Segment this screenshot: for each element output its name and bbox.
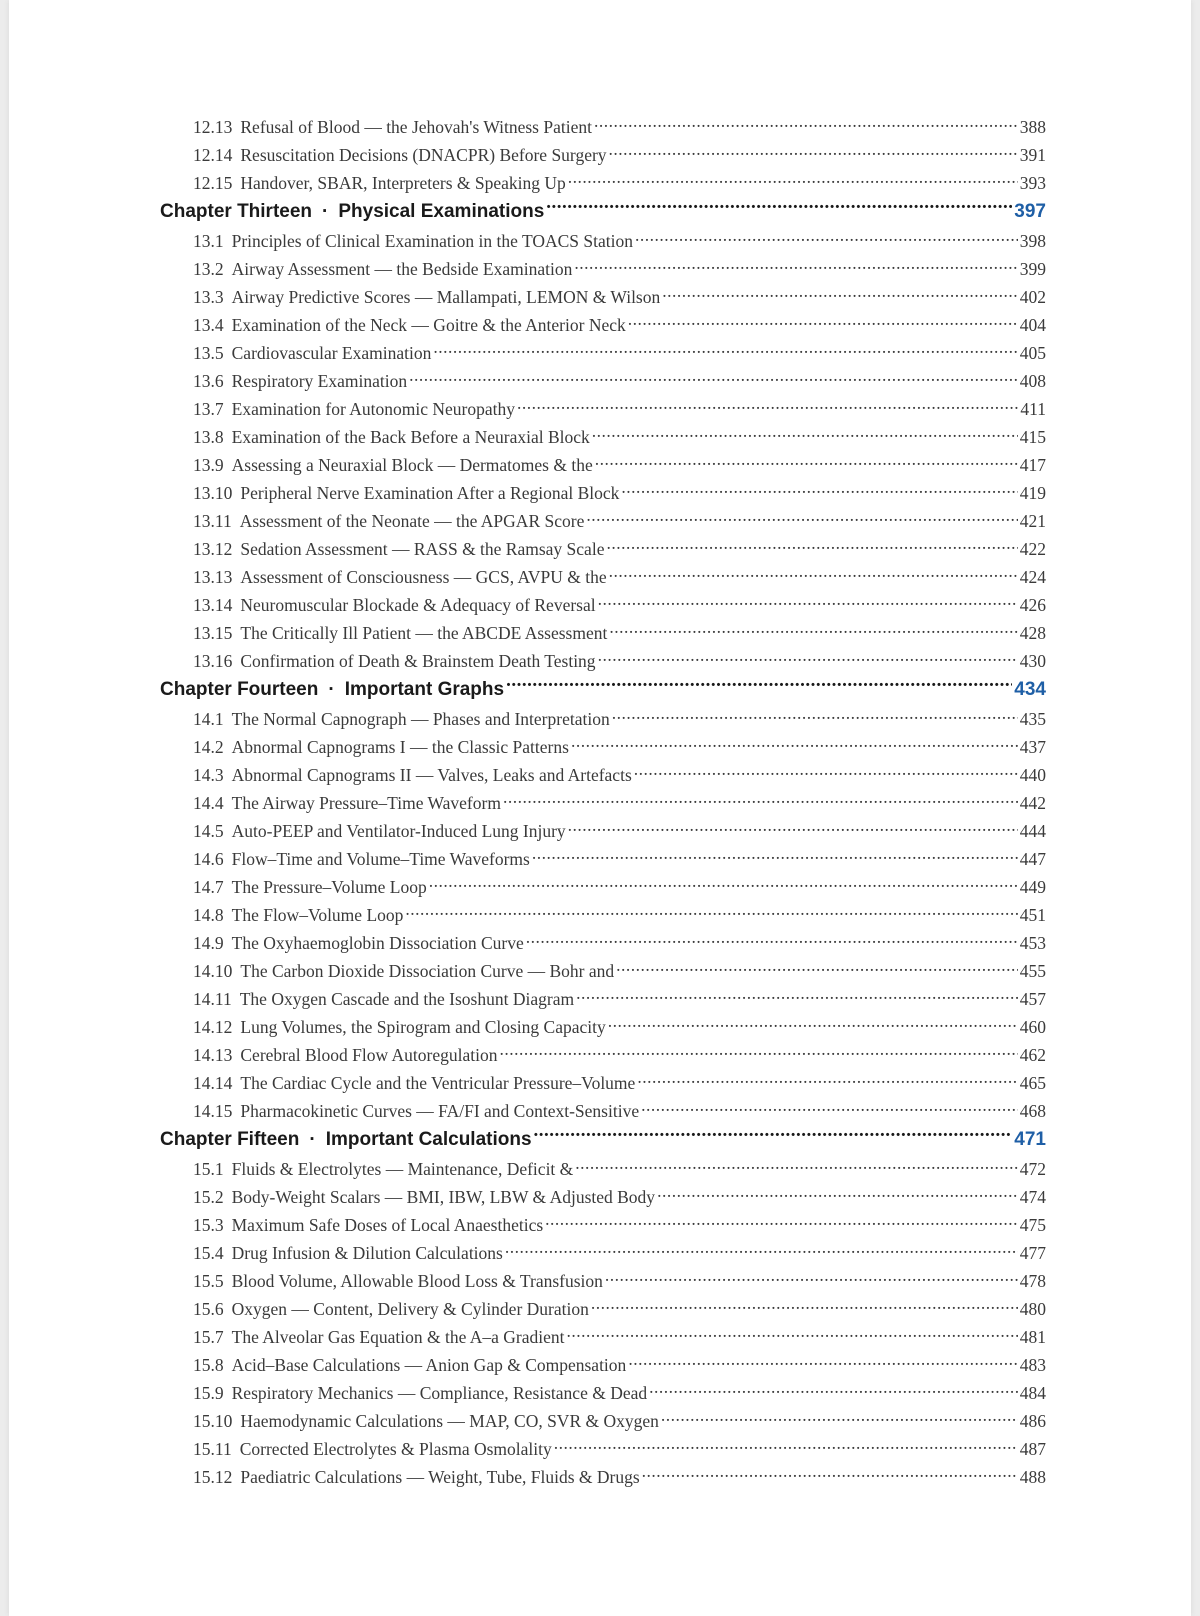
section-number: 15.9 [193, 1383, 224, 1403]
dot-leader [574, 258, 1017, 276]
section-number: 14.4 [193, 793, 224, 813]
toc-entry[interactable] [160, 227, 1046, 255]
toc-entry[interactable] [160, 451, 1046, 479]
section-number: 14.14 [193, 1073, 233, 1093]
section-title: Confirmation of Death & Brainstem Death Testing [240, 651, 596, 671]
table-of-contents [160, 113, 1046, 1491]
chapter-label: Chapter Thirteen [160, 201, 313, 222]
section-title: Neuromuscular Blockade & Adequacy of Reversal [240, 595, 596, 615]
section-number: 13.1 [193, 231, 224, 251]
section-page-number: 430 [1019, 651, 1046, 671]
section-page-number: 440 [1019, 765, 1046, 785]
toc-entry[interactable] [160, 1295, 1046, 1323]
section-title: Lung Volumes, the Spirogram and Closing Capacity [240, 1017, 606, 1037]
toc-entry[interactable] [160, 619, 1046, 647]
toc-entry[interactable] [160, 1155, 1046, 1183]
section-title: The Critically Ill Patient — the ABCDE Assessment [240, 623, 608, 643]
section-page-number: 451 [1019, 905, 1046, 925]
section-title: Paediatric Calculations — Weight, Tube, Fluids & Drugs [240, 1467, 640, 1487]
section-page-number: 442 [1019, 793, 1046, 813]
section-title: Assessing a Neuraxial Block — Dermatomes & the [231, 455, 593, 475]
section-number: 14.10 [193, 961, 233, 981]
section-title: Refusal of Blood — the Jehovah's Witness Patient [240, 117, 592, 137]
toc-entry[interactable] [160, 789, 1046, 817]
toc-entry[interactable] [160, 1097, 1046, 1125]
dot-leader [554, 1438, 1018, 1456]
section-number: 13.15 [193, 623, 233, 643]
section-title: Corrected Electrolytes & Plasma Osmolality [239, 1439, 552, 1459]
section-page-number: 465 [1019, 1073, 1046, 1093]
section-number: 12.13 [193, 117, 233, 137]
section-number: 14.12 [193, 1017, 233, 1037]
section-title: Body-Weight Scalars — BMI, IBW, LBW & Adjusted Body [231, 1187, 656, 1207]
document-page [9, 0, 1191, 1616]
section-page-number: 486 [1019, 1411, 1046, 1431]
dot-leader [586, 510, 1017, 528]
section-number: 14.6 [193, 849, 224, 869]
section-number: 15.8 [193, 1355, 224, 1375]
section-title: Oxygen — Content, Delivery & Cylinder Duration [231, 1299, 589, 1319]
section-page-number: 424 [1019, 567, 1046, 587]
section-title: The Flow–Volume Loop [231, 905, 404, 925]
section-title: The Oxygen Cascade and the Isoshunt Diagram [239, 989, 575, 1009]
section-title: The Normal Capnograph — Phases and Interpretation [231, 709, 610, 729]
section-page-number: 488 [1019, 1467, 1046, 1487]
toc-entry[interactable] [160, 395, 1046, 423]
toc-entry[interactable] [160, 339, 1046, 367]
dot-leader [546, 198, 1012, 217]
toc-entry[interactable] [160, 985, 1046, 1013]
section-number: 12.15 [193, 173, 233, 193]
section-title: Abnormal Capnograms I — the Classic Patterns [231, 737, 569, 757]
section-title: Airway Predictive Scores — Mallampati, LEMON & Wilson [231, 287, 661, 307]
section-title: Flow–Time and Volume–Time Waveforms [231, 849, 530, 869]
toc-entry[interactable] [160, 901, 1046, 929]
section-page-number: 437 [1019, 737, 1046, 757]
section-page-number: 435 [1019, 709, 1046, 729]
section-page-number: 475 [1019, 1215, 1046, 1235]
section-page-number: 405 [1019, 343, 1046, 363]
section-page-number: 402 [1019, 287, 1046, 307]
dot-leader [534, 1126, 1013, 1145]
toc-entry[interactable] [160, 1407, 1046, 1435]
chapter-title: Important Graphs [344, 679, 505, 700]
section-number: 13.12 [193, 539, 233, 559]
chapter-label: Chapter Fifteen [160, 1129, 300, 1150]
section-page-number: 411 [1020, 399, 1046, 419]
toc-entry[interactable] [160, 1183, 1046, 1211]
chapter-label: Chapter Fourteen [160, 679, 319, 700]
toc-chapter-heading[interactable] [160, 197, 1046, 227]
section-number: 13.3 [193, 287, 224, 307]
dot-leader [642, 1466, 1018, 1484]
section-page-number: 474 [1019, 1187, 1046, 1207]
section-title: Pharmacokinetic Curves — FA/FI and Context-Sensitive [240, 1101, 640, 1121]
dot-leader [500, 1044, 1018, 1062]
toc-entry[interactable] [160, 255, 1046, 283]
section-number: 14.1 [193, 709, 224, 729]
toc-entry[interactable] [160, 761, 1046, 789]
toc-entry[interactable] [160, 733, 1046, 761]
dot-leader [568, 820, 1018, 838]
section-page-number: 460 [1019, 1017, 1046, 1037]
dot-leader [571, 736, 1018, 754]
section-page-number: 447 [1019, 849, 1046, 869]
section-page-number: 449 [1019, 877, 1046, 897]
section-title: Respiratory Examination [231, 371, 408, 391]
dot-leader [606, 538, 1017, 556]
dot-leader [429, 876, 1018, 894]
dot-leader [591, 1298, 1018, 1316]
toc-entry[interactable] [160, 1069, 1046, 1097]
section-title: The Alveolar Gas Equation & the A–a Gradient [231, 1327, 565, 1347]
dot-leader [609, 622, 1017, 640]
toc-entry[interactable] [160, 1211, 1046, 1239]
dot-leader [595, 454, 1018, 472]
toc-entry[interactable] [160, 1379, 1046, 1407]
section-number: 12.14 [193, 145, 233, 165]
chapter-page-number: 397 [1014, 201, 1046, 222]
section-page-number: 415 [1019, 427, 1046, 447]
dot-leader [545, 1214, 1018, 1232]
section-title: Blood Volume, Allowable Blood Loss & Transfusion [231, 1271, 603, 1291]
section-page-number: 444 [1019, 821, 1046, 841]
section-page-number: 428 [1019, 623, 1046, 643]
section-number: 15.1 [193, 1159, 224, 1179]
dot-leader [409, 370, 1018, 388]
chapter-page-number: 434 [1014, 679, 1046, 700]
section-number: 15.4 [193, 1243, 224, 1263]
dot-leader [635, 230, 1018, 248]
dot-leader [661, 1410, 1018, 1428]
dot-leader [634, 764, 1018, 782]
section-number: 13.14 [193, 595, 233, 615]
dot-leader [526, 932, 1018, 950]
section-page-number: 408 [1019, 371, 1046, 391]
dot-leader [612, 708, 1018, 726]
dot-leader [503, 792, 1018, 810]
section-page-number: 455 [1019, 961, 1046, 981]
dot-leader [608, 1016, 1018, 1034]
section-number: 13.13 [193, 567, 233, 587]
dot-leader [517, 398, 1018, 416]
section-title: Maximum Safe Doses of Local Anaesthetics [231, 1215, 544, 1235]
section-number: 14.7 [193, 877, 224, 897]
section-page-number: 421 [1019, 511, 1046, 531]
section-title: The Cardiac Cycle and the Ventricular Pressure–Volume [240, 1073, 636, 1093]
dot-leader [605, 1270, 1018, 1288]
section-title: Assessment of Consciousness — GCS, AVPU & the [240, 567, 607, 587]
toc-entry[interactable] [160, 169, 1046, 197]
section-number: 13.9 [193, 455, 224, 475]
section-page-number: 417 [1019, 455, 1046, 475]
section-title: Cardiovascular Examination [231, 343, 432, 363]
dot-leader [598, 594, 1018, 612]
section-title: Drug Infusion & Dilution Calculations [231, 1243, 503, 1263]
toc-entry[interactable] [160, 845, 1046, 873]
section-number: 13.16 [193, 651, 233, 671]
section-number: 15.12 [193, 1467, 233, 1487]
section-page-number: 478 [1019, 1271, 1046, 1291]
section-page-number: 484 [1019, 1383, 1046, 1403]
section-number: 15.10 [193, 1411, 233, 1431]
toc-entry[interactable] [160, 1041, 1046, 1069]
dot-leader [657, 1186, 1018, 1204]
section-page-number: 477 [1019, 1243, 1046, 1263]
dot-leader [598, 650, 1018, 668]
section-title: Examination for Autonomic Neuropathy [231, 399, 515, 419]
section-number: 14.8 [193, 905, 224, 925]
toc-entry[interactable] [160, 1463, 1046, 1491]
section-page-number: 483 [1019, 1355, 1046, 1375]
section-page-number: 457 [1019, 989, 1046, 1009]
chapter-separator: · [328, 679, 335, 700]
toc-entry[interactable] [160, 1435, 1046, 1463]
section-page-number: 404 [1019, 315, 1046, 335]
dot-leader [532, 848, 1018, 866]
section-number: 15.6 [193, 1299, 224, 1319]
section-page-number: 462 [1019, 1045, 1046, 1065]
section-number: 13.10 [193, 483, 233, 503]
toc-entry[interactable] [160, 873, 1046, 901]
toc-entry[interactable] [160, 1323, 1046, 1351]
dot-leader [592, 426, 1018, 444]
section-title: Examination of the Back Before a Neuraxial Block [231, 427, 590, 447]
toc-entry[interactable] [160, 1239, 1046, 1267]
section-number: 14.11 [193, 989, 232, 1009]
section-title: The Airway Pressure–Time Waveform [231, 793, 501, 813]
section-page-number: 472 [1019, 1159, 1046, 1179]
toc-entry[interactable] [160, 647, 1046, 675]
toc-chapter-heading[interactable] [160, 1125, 1046, 1155]
section-number: 14.13 [193, 1045, 233, 1065]
section-title: Auto-PEEP and Ventilator-Induced Lung Injury [231, 821, 566, 841]
section-number: 13.4 [193, 315, 224, 335]
section-number: 14.9 [193, 933, 224, 953]
dot-leader [628, 314, 1018, 332]
toc-entry[interactable] [160, 563, 1046, 591]
toc-entry[interactable] [160, 311, 1046, 339]
section-page-number: 391 [1019, 145, 1046, 165]
section-page-number: 393 [1019, 173, 1046, 193]
section-page-number: 481 [1019, 1327, 1046, 1347]
toc-entry[interactable] [160, 535, 1046, 563]
chapter-separator: · [309, 1129, 316, 1150]
section-title: Peripheral Nerve Examination After a Regional Block [240, 483, 620, 503]
dot-leader [662, 286, 1018, 304]
section-page-number: 398 [1019, 231, 1046, 251]
section-title: Principles of Clinical Examination in the TOACS Station [231, 231, 633, 251]
dot-leader [616, 960, 1018, 978]
dot-leader [641, 1100, 1018, 1118]
dot-leader [637, 1072, 1017, 1090]
chapter-title: Important Calculations [325, 1129, 532, 1150]
toc-entry[interactable] [160, 141, 1046, 169]
toc-entry[interactable] [160, 1013, 1046, 1041]
dot-leader [576, 988, 1018, 1006]
section-title: Assessment of the Neonate — the APGAR Score [239, 511, 585, 531]
section-number: 13.11 [193, 511, 232, 531]
section-page-number: 422 [1019, 539, 1046, 559]
section-title: The Pressure–Volume Loop [231, 877, 427, 897]
section-number: 15.7 [193, 1327, 224, 1347]
section-title: The Carbon Dioxide Dissociation Curve — Bohr and [240, 961, 615, 981]
toc-entry[interactable] [160, 817, 1046, 845]
dot-leader [609, 566, 1018, 584]
dot-leader [621, 482, 1017, 500]
toc-entry[interactable] [160, 283, 1046, 311]
dot-leader [575, 1158, 1017, 1176]
section-number: 15.5 [193, 1271, 224, 1291]
section-number: 13.6 [193, 371, 224, 391]
section-page-number: 399 [1019, 259, 1046, 279]
section-page-number: 487 [1019, 1439, 1046, 1459]
section-number: 15.2 [193, 1187, 224, 1207]
section-page-number: 419 [1019, 483, 1046, 503]
toc-entry[interactable] [160, 705, 1046, 733]
section-title: Resuscitation Decisions (DNACPR) Before Surgery [240, 145, 607, 165]
dot-leader [505, 1242, 1018, 1260]
toc-entry[interactable] [160, 929, 1046, 957]
dot-leader [567, 1326, 1018, 1344]
section-number: 13.8 [193, 427, 224, 447]
section-title: The Oxyhaemoglobin Dissociation Curve [231, 933, 524, 953]
section-page-number: 426 [1019, 595, 1046, 615]
toc-entry[interactable] [160, 367, 1046, 395]
section-title: Respiratory Mechanics — Compliance, Resistance & Dead [231, 1383, 648, 1403]
section-title: Sedation Assessment — RASS & the Ramsay Scale [240, 539, 605, 559]
dot-leader [594, 116, 1018, 134]
section-number: 15.3 [193, 1215, 224, 1235]
section-number: 13.2 [193, 259, 224, 279]
section-number: 13.5 [193, 343, 224, 363]
section-title: Fluids & Electrolytes — Maintenance, Deficit & [231, 1159, 574, 1179]
dot-leader [568, 172, 1018, 190]
section-title: Handover, SBAR, Interpreters & Speaking Up [240, 173, 566, 193]
section-title: Acid–Base Calculations — Anion Gap & Compensation [231, 1355, 627, 1375]
chapter-title: Physical Examinations [338, 201, 545, 222]
section-page-number: 388 [1019, 117, 1046, 137]
section-page-number: 468 [1019, 1101, 1046, 1121]
section-number: 14.3 [193, 765, 224, 785]
dot-leader [649, 1382, 1018, 1400]
chapter-page-number: 471 [1014, 1129, 1046, 1150]
toc-entry[interactable] [160, 1351, 1046, 1379]
toc-entry[interactable] [160, 591, 1046, 619]
toc-entry[interactable] [160, 423, 1046, 451]
section-number: 14.5 [193, 821, 224, 841]
dot-leader [628, 1354, 1017, 1372]
chapter-separator: · [322, 201, 329, 222]
section-number: 14.2 [193, 737, 224, 757]
section-page-number: 453 [1019, 933, 1046, 953]
dot-leader [433, 342, 1017, 360]
toc-chapter-heading[interactable] [160, 675, 1046, 705]
section-number: 15.11 [193, 1439, 232, 1459]
section-number: 13.7 [193, 399, 224, 419]
section-number: 14.15 [193, 1101, 233, 1121]
dot-leader [506, 676, 1012, 695]
dot-leader [609, 144, 1018, 162]
dot-leader [405, 904, 1017, 922]
section-title: Haemodynamic Calculations — MAP, CO, SVR & Oxygen [240, 1411, 659, 1431]
toc-entry[interactable] [160, 1267, 1046, 1295]
section-title: Abnormal Capnograms II — Valves, Leaks and Artefacts [231, 765, 632, 785]
toc-entry[interactable] [160, 957, 1046, 985]
section-title: Examination of the Neck — Goitre & the Anterior Neck [231, 315, 626, 335]
section-title: Cerebral Blood Flow Autoregulation [240, 1045, 498, 1065]
section-title: Airway Assessment — the Bedside Examination [231, 259, 573, 279]
section-page-number: 480 [1019, 1299, 1046, 1319]
toc-entry[interactable] [160, 113, 1046, 141]
toc-entry[interactable] [160, 507, 1046, 535]
toc-entry[interactable] [160, 479, 1046, 507]
